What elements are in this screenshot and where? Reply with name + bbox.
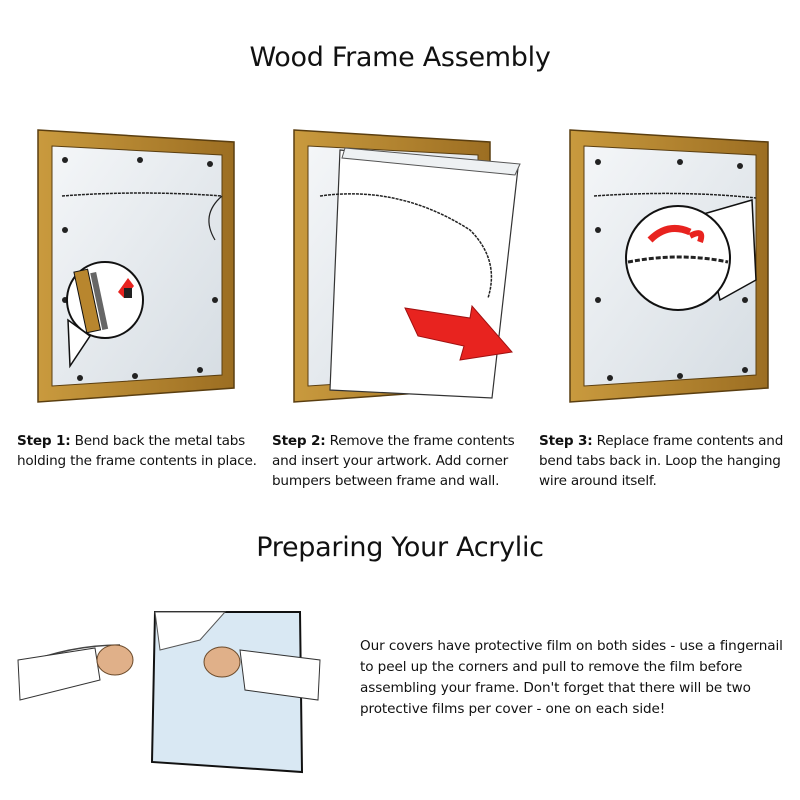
- step-2-instruction: [272, 431, 522, 491]
- step-1-instruction: [17, 431, 267, 471]
- frame-step-3-illustration: [570, 130, 768, 402]
- step-2-text: Remove the frame contents and insert your artwork. Add corner bumpers between frame and wall.: [272, 433, 515, 489]
- section-title-acrylic: Preparing Your Acrylic: [256, 532, 544, 563]
- step-1-text: Bend back the metal tabs holding the frame contents in place.: [17, 433, 257, 469]
- step-3-instruction: [539, 431, 789, 491]
- step-2-label: Step 2:: [272, 433, 326, 449]
- step-1-label: Step 1:: [17, 433, 71, 449]
- acrylic-description: Our covers have protective film on both sides - use a fingernail to peel up the corners and pull to remove the film before assembling your frame. Don't forget that there will be two protective films per cover - one on each side!: [360, 638, 783, 717]
- step-3-text: Replace frame contents and bend tabs back in. Loop the hanging wire around itself.: [539, 433, 784, 489]
- step-3-label: Step 3:: [539, 433, 593, 449]
- frame-step-1-illustration: [38, 130, 234, 402]
- frame-step-2-illustration: [294, 130, 520, 402]
- acrylic-peel-illustration: [18, 612, 320, 772]
- section-title-wood-frame: Wood Frame Assembly: [249, 42, 551, 73]
